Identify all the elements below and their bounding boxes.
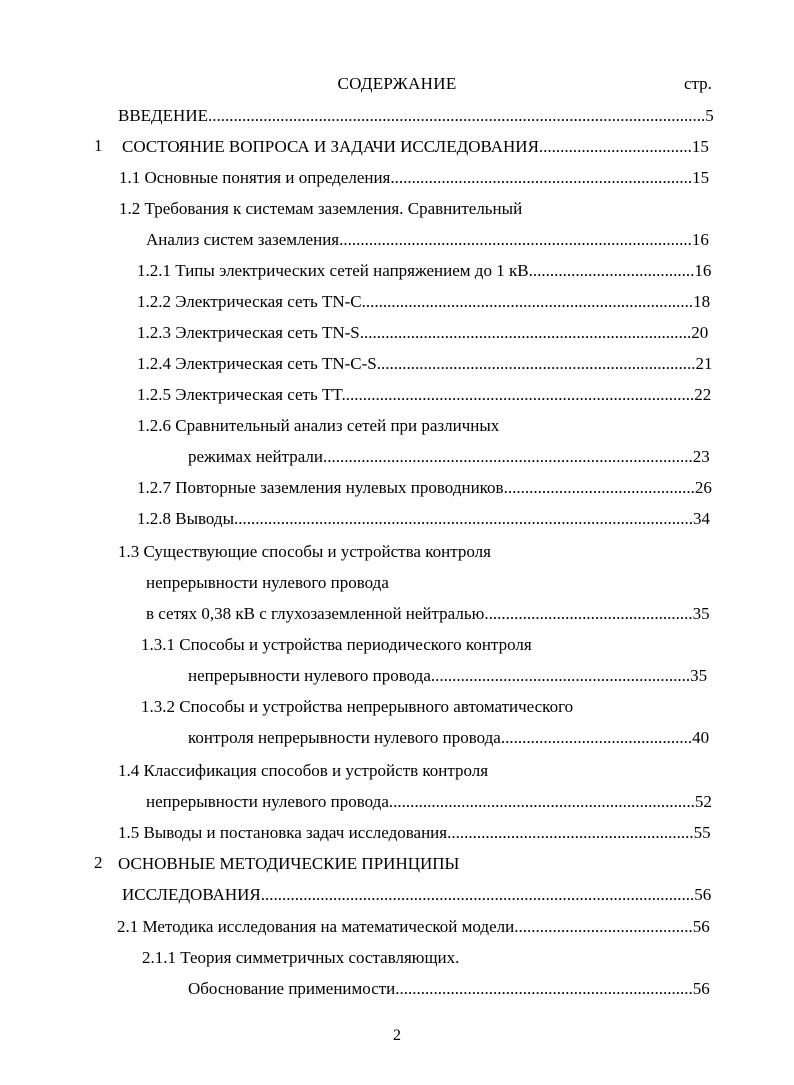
toc-entry	[137, 291, 712, 313]
toc-entry	[118, 822, 712, 844]
toc-entry-title: в сетях 0,38 кВ с глухозаземленной нейтралью	[146, 604, 485, 623]
toc-entry-title: Анализ систем заземления	[146, 230, 340, 249]
toc-entry	[146, 572, 389, 594]
toc-entry	[137, 477, 714, 499]
toc-entry-title: 1.2.2 Электрическая сеть TN-C	[137, 292, 362, 311]
toc-entry-title: 1.2.1 Типы электрических сетей напряжением до 1 кВ	[137, 261, 529, 280]
chapter-number: 2	[94, 853, 103, 872]
toc-entry-title: ВВЕДЕНИЕ	[118, 106, 208, 125]
toc-entry	[142, 947, 459, 969]
toc-entry	[118, 105, 714, 127]
toc-entry-title: 1.1 Основные понятия и определения	[119, 168, 391, 187]
toc-entry	[146, 791, 712, 813]
toc-entry-page: 16	[691, 230, 709, 249]
toc-entry-page: 21	[695, 354, 713, 373]
dot-leader: ...................................................................................	[341, 385, 695, 404]
dot-leader: ......................................................................	[395, 979, 693, 998]
toc-entry-title: 1.2.5 Электрическая сеть TT	[137, 385, 342, 404]
toc-entry-title: непрерывности нулевого провода	[146, 573, 389, 592]
dot-leader: .............................................................	[430, 666, 691, 685]
toc-entry-title: 2.1.1 Теория симметричных составляющих.	[142, 948, 460, 967]
toc-entry-title: 1.2.3 Электрическая сеть TN-S	[137, 323, 360, 342]
dot-leader: ..............................................................................	[361, 292, 694, 311]
toc-entry-title: ОСНОВНЫЕ МЕТОДИЧЕСКИЕ ПРИНЦИПЫ	[118, 854, 460, 873]
dot-leader: ......................................................................................................	[260, 885, 695, 904]
toc-entry-title: 1.2.6 Сравнительный анализ сетей при различных	[137, 416, 500, 435]
toc-entry	[146, 603, 712, 625]
toc-entry-page: 5	[705, 106, 714, 125]
dot-leader: .......................................................................	[390, 168, 693, 187]
toc-entry	[146, 229, 712, 251]
toc-entry-page: 15	[691, 137, 709, 156]
dot-leader: ..........................................	[514, 917, 693, 936]
dot-leader: ...........................................................................	[376, 354, 696, 373]
toc-entry-title: 1.3 Существующие способы и устройства контроля	[118, 542, 491, 561]
toc-entry-page: 52	[694, 792, 712, 811]
dot-leader: .................................................	[484, 604, 693, 623]
toc-entry	[137, 415, 499, 437]
toc-entry	[137, 508, 712, 530]
toc-entry-page: 20	[691, 323, 709, 342]
toc-entry-page: 18	[693, 292, 711, 311]
toc-entry-title: 1.3.2 Способы и устройства непрерывного автоматического	[141, 697, 574, 716]
toc-entry-page: 35	[692, 604, 710, 623]
toc-entry-page: 23	[692, 447, 710, 466]
dot-leader: .......................................	[528, 261, 695, 280]
toc-entry-title: непрерывности нулевого провода	[146, 792, 389, 811]
toc-entry-page: 26	[694, 478, 712, 497]
toc-entry-page: 56	[692, 917, 710, 936]
toc-entry-page: 15	[692, 168, 710, 187]
toc-entry	[188, 665, 710, 687]
chapter-number: 1	[94, 136, 103, 155]
toc-entry-title: 1.2.8 Выводы	[137, 509, 235, 528]
toc-entry	[137, 384, 714, 406]
toc-entry-title: режимах нейтрали	[188, 447, 323, 466]
toc-entry	[188, 727, 712, 749]
toc-entry-title: 1.2 Требования к системам заземления. Сравнительный	[119, 199, 523, 218]
toc-entry-title: СОСТОЯНИЕ ВОПРОСА И ЗАДАЧИ ИССЛЕДОВАНИЯ	[122, 137, 539, 156]
toc-entry	[119, 167, 712, 189]
toc-entry-title: непрерывности нулевого провода	[188, 666, 431, 685]
dot-leader: .............................................	[503, 478, 695, 497]
toc-entry	[122, 136, 712, 158]
toc-entry	[137, 322, 712, 344]
toc-entry	[122, 884, 712, 906]
dot-leader: ..............................................................................	[359, 323, 692, 342]
toc-entry-page: 35	[690, 666, 708, 685]
toc-entry-title: ИССЛЕДОВАНИЯ	[122, 885, 261, 904]
toc-entry	[118, 760, 488, 782]
dot-leader: ...................................................................................	[339, 230, 692, 249]
dot-leader: .............................................	[500, 728, 693, 747]
toc-entry	[141, 696, 573, 718]
dot-leader: ..........................................................	[447, 823, 694, 842]
page-title: СОДЕРЖАНИЕ	[337, 74, 457, 93]
dot-leader: ....................................	[538, 137, 692, 156]
toc-entry-page: 56	[694, 885, 712, 904]
toc-entry	[117, 916, 710, 938]
toc-entry-title: Обоснование применимости	[188, 979, 396, 998]
dot-leader: ............................................................................................................	[234, 509, 694, 528]
toc-entry-title: 1.5 Выводы и постановка задач исследования	[118, 823, 448, 842]
toc-entry	[118, 853, 459, 875]
toc-entry-page: 40	[692, 728, 710, 747]
dot-leader: .....................................................................................................................	[207, 106, 706, 125]
toc-entry-title: 1.2.4 Электрическая сеть TN-C-S	[137, 354, 377, 373]
toc-entry-title: 1.4 Классификация способов и устройств контроля	[118, 761, 489, 780]
page-number: 2	[393, 1027, 401, 1044]
toc-entry	[118, 541, 491, 563]
toc-entry	[119, 198, 522, 220]
toc-entry	[137, 353, 714, 375]
toc-entry-page: 56	[692, 979, 710, 998]
toc-entry-page: 16	[694, 261, 712, 280]
toc-entry-page: 55	[693, 823, 711, 842]
toc-entry-title: 2.1 Методика исследования на математической модели	[117, 917, 515, 936]
toc-entry	[188, 978, 710, 1000]
dot-leader: ........................................................................	[388, 792, 695, 811]
toc-entry	[137, 260, 712, 282]
toc-entry	[188, 446, 712, 468]
toc-entry-page: 34	[693, 509, 711, 528]
toc-entry-title: 1.3.1 Способы и устройства периодического контроля	[141, 635, 532, 654]
toc-entry	[141, 634, 532, 656]
page-column-label: стр.	[684, 74, 712, 93]
toc-entry-title: контроля непрерывности нулевого провода	[188, 728, 501, 747]
toc-entry-page: 22	[694, 385, 712, 404]
dot-leader: .......................................................................................	[322, 447, 693, 466]
toc-entry-title: 1.2.7 Повторные заземления нулевых проводников	[137, 478, 504, 497]
